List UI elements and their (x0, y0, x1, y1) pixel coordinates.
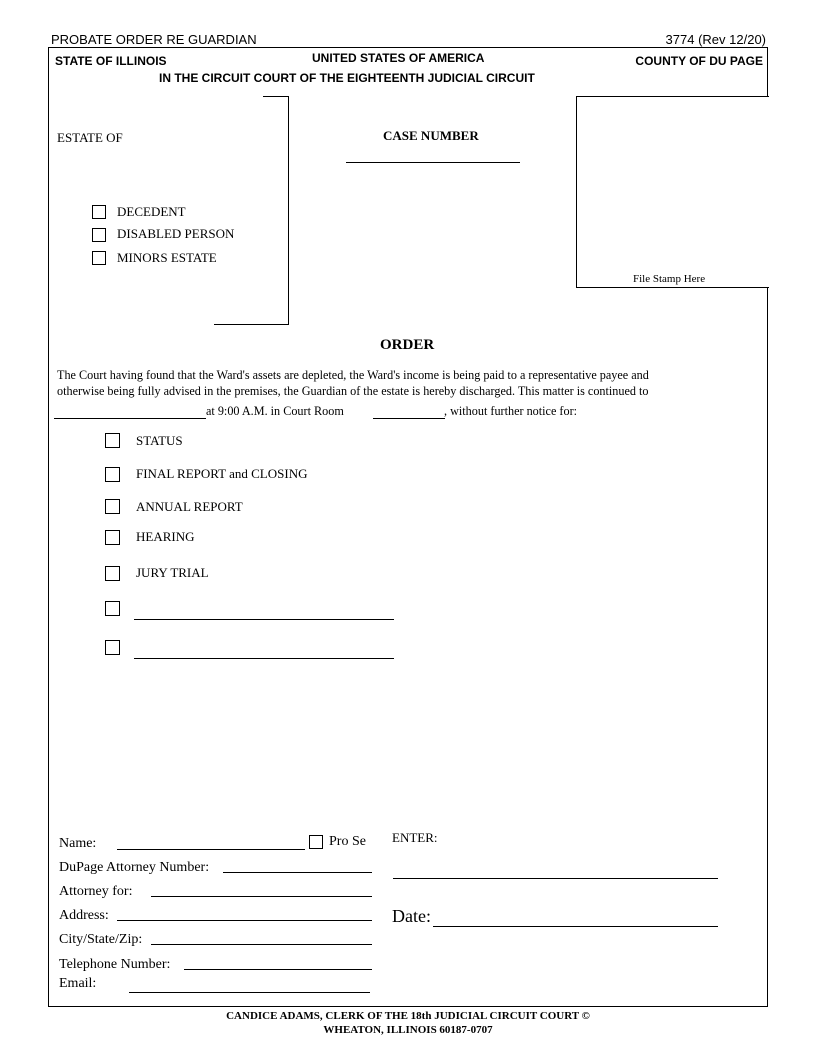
decedent-label: DECEDENT (117, 204, 186, 219)
attorney-for-label: Attorney for: (59, 884, 133, 899)
minors-estate-checkbox[interactable] (92, 251, 106, 265)
dupage-attorney-number-field[interactable] (223, 872, 372, 873)
country-label: UNITED STATES OF AMERICA (312, 51, 485, 65)
without-notice-text: , without further notice for: (444, 404, 578, 418)
email-field[interactable] (129, 992, 370, 993)
address-label: Address: (59, 908, 109, 923)
email-label: Email: (59, 976, 97, 991)
city-state-zip-label: City/State/Zip: (59, 932, 143, 947)
case-number-field[interactable] (346, 162, 520, 163)
telephone-label: Telephone Number: (59, 957, 171, 972)
order-title: ORDER (380, 337, 435, 353)
file-stamp-label: File Stamp Here (633, 273, 706, 285)
footer-address: WHEATON, ILLINOIS 60187-0707 (323, 1024, 493, 1036)
disabled-person-checkbox[interactable] (92, 228, 106, 242)
date-label: Date: (392, 906, 431, 926)
caption-bracket-bottom (214, 324, 289, 325)
hearing-label: HEARING (136, 529, 195, 544)
other-option-1-checkbox[interactable] (105, 601, 120, 616)
jury-trial-label: JURY TRIAL (136, 565, 209, 580)
name-label: Name: (59, 836, 97, 851)
footer-clerk: CANDICE ADAMS, CLERK OF THE 18th JUDICIAL CIRCUIT COURT © (226, 1010, 590, 1022)
order-body-line-2: otherwise being fully advised in the premises, the Guardian of the estate is hereby discharged. This matter is continued to (57, 384, 649, 398)
order-body-line-1: The Court having found that the Ward's assets are depleted, the Ward's income is being paid to a representative payee and (57, 368, 649, 382)
caption-bracket-vertical (288, 96, 289, 325)
form-number: 3774 (Rev 12/20) (665, 32, 766, 47)
other-option-1-field[interactable] (134, 619, 394, 620)
enter-label: ENTER: (392, 830, 438, 845)
judge-signature-field[interactable] (393, 878, 718, 879)
final-report-checkbox[interactable] (105, 467, 120, 482)
attorney-for-field[interactable] (151, 896, 372, 897)
file-stamp-box (576, 96, 769, 288)
form-title: PROBATE ORDER RE GUARDIAN (51, 32, 257, 47)
annual-report-label: ANNUAL REPORT (136, 499, 243, 514)
telephone-field[interactable] (184, 969, 372, 970)
minors-estate-label: MINORS ESTATE (117, 250, 217, 265)
continued-date-field[interactable] (54, 418, 206, 419)
dupage-attorney-number-label: DuPage Attorney Number: (59, 860, 210, 875)
annual-report-checkbox[interactable] (105, 499, 120, 514)
pro-se-checkbox[interactable] (309, 835, 323, 849)
status-checkbox[interactable] (105, 433, 120, 448)
time-courtroom-text: at 9:00 A.M. in Court Room (206, 404, 344, 418)
county-label: COUNTY OF DU PAGE (635, 54, 763, 68)
estate-of-label: ESTATE OF (57, 130, 123, 145)
case-number-label: CASE NUMBER (383, 128, 479, 143)
address-field[interactable] (117, 920, 372, 921)
city-state-zip-field[interactable] (151, 944, 372, 945)
caption-bracket-top (263, 96, 289, 97)
court-label: IN THE CIRCUIT COURT OF THE EIGHTEENTH JUDICIAL CIRCUIT (159, 71, 535, 85)
disabled-person-label: DISABLED PERSON (117, 226, 235, 241)
status-label: STATUS (136, 433, 183, 448)
state-label: STATE OF ILLINOIS (55, 54, 167, 68)
date-field[interactable] (433, 926, 718, 927)
decedent-checkbox[interactable] (92, 205, 106, 219)
hearing-checkbox[interactable] (105, 530, 120, 545)
final-report-label: FINAL REPORT and CLOSING (136, 466, 308, 481)
other-option-2-checkbox[interactable] (105, 640, 120, 655)
jury-trial-checkbox[interactable] (105, 566, 120, 581)
pro-se-label: Pro Se (329, 834, 366, 849)
name-field[interactable] (117, 849, 305, 850)
courtroom-field[interactable] (373, 418, 445, 419)
other-option-2-field[interactable] (134, 658, 394, 659)
